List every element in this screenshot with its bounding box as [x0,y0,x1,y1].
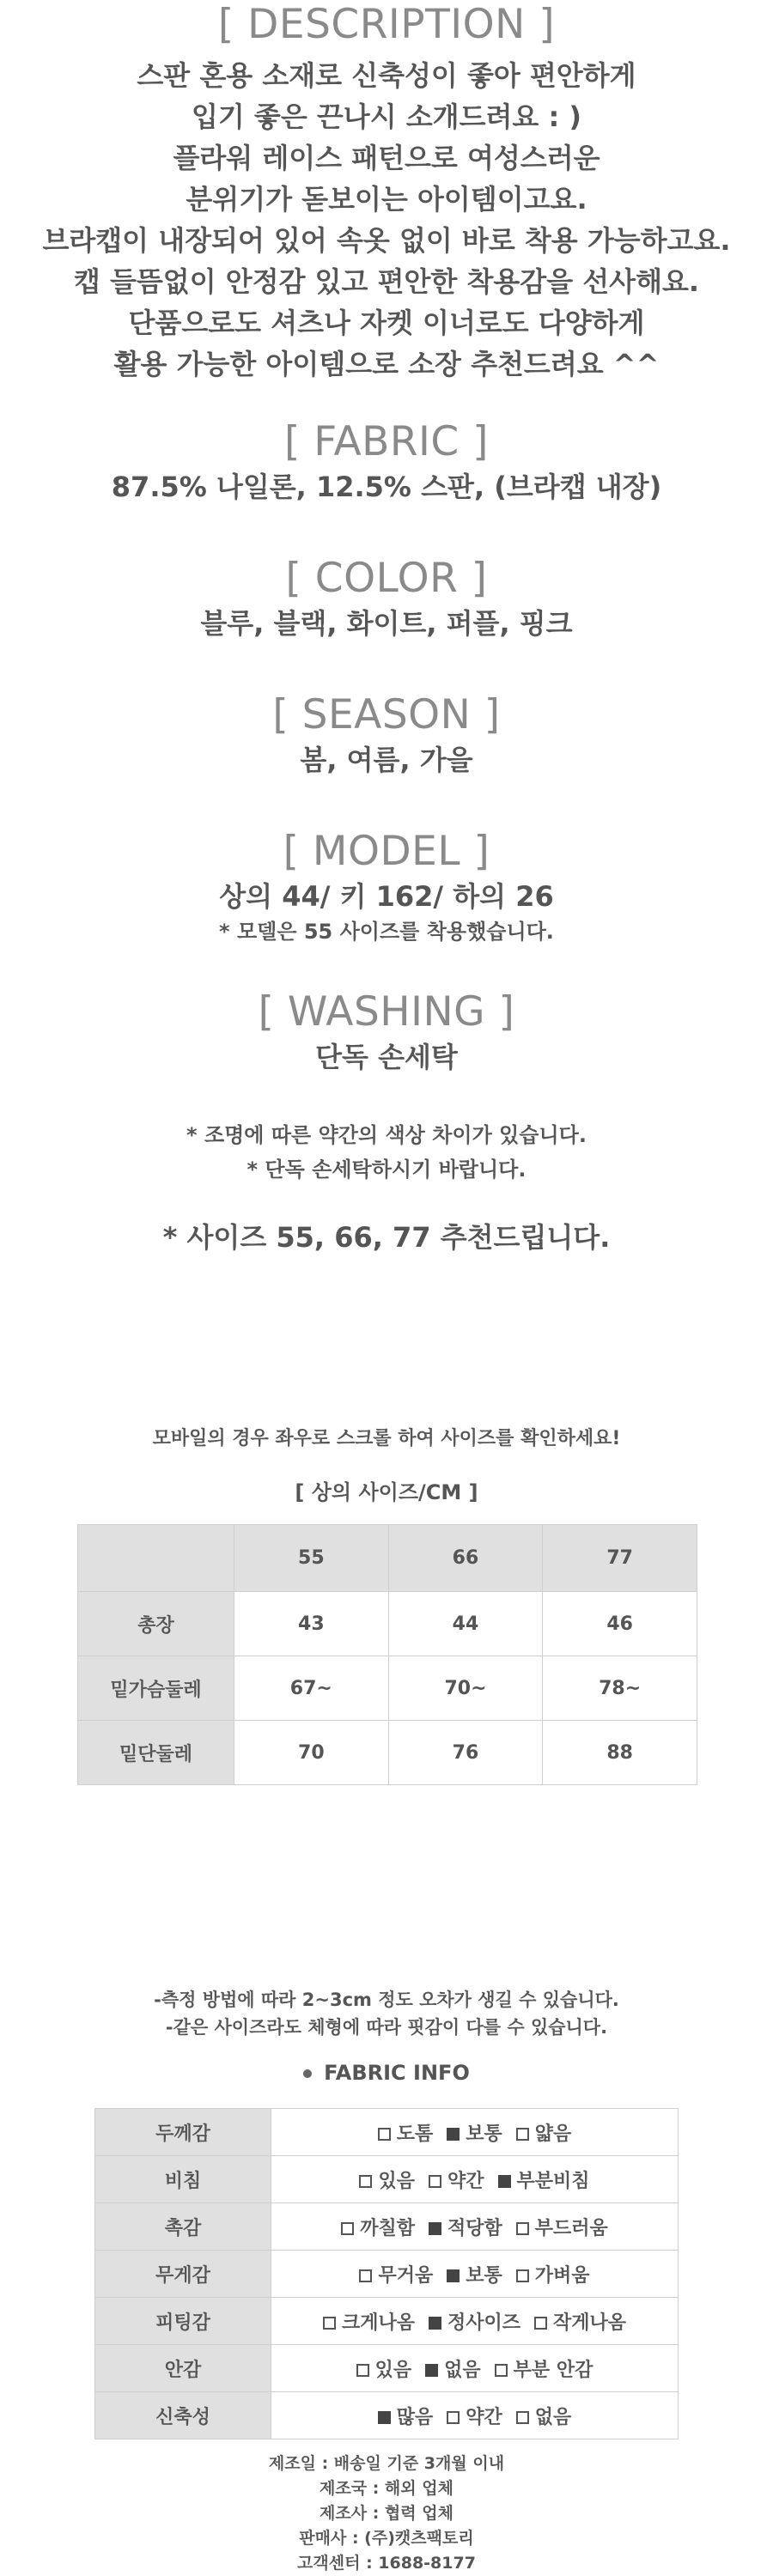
fabric-attr-label: 신축성 [95,2392,271,2439]
table-row [95,2156,679,2203]
fabric-option [425,2355,481,2382]
washing-value: 단독 손세탁 [315,1041,458,1073]
fabric-attr-options [271,2251,679,2298]
fabric-info-label: FABRIC INFO [324,2061,470,2085]
season-value: 봄, 여름, 가을 [300,744,473,776]
fabric-option [378,2119,434,2146]
fabric-option [359,2166,415,2193]
description-line: 스판 혼용 소재로 신축성이 좋아 편안하게 [137,59,636,92]
size-header-cell: 77 [543,1525,697,1592]
model-value: 상의 44/ 키 162/ 하의 26 [219,880,554,913]
fabric-attr-label: 무게감 [95,2251,271,2298]
washing-header: [ WASHING ] [258,988,515,1036]
fabric-option [495,2355,593,2382]
color-value: 블루, 블랙, 화이트, 퍼플, 핑크 [200,607,573,640]
row-label: 밑가슴둘레 [78,1656,234,1721]
fabric-option-label: 정사이즈 [447,2312,520,2334]
fabric-option-label: 부분 안감 [513,2359,593,2381]
description-line: 브라캡이 내장되어 있어 속옷 없이 바로 착용 가능하고요. [42,224,731,257]
care-notes [0,1118,773,1187]
size-table-header [78,1525,697,1592]
size-cell: 46 [543,1592,697,1656]
fabric-option [447,2261,502,2287]
color-section [0,554,773,643]
fabric-header: [ FABRIC ] [283,418,489,465]
fabric-option [498,2166,590,2193]
fabric-option-label: 도톰 [396,2123,434,2145]
fabric-option [429,2166,484,2193]
size-header-cell [78,1525,234,1592]
unchecked-box-icon [378,2128,391,2141]
fabric-option-label: 무거움 [378,2264,434,2287]
fabric-attr-label: 피팅감 [95,2298,271,2345]
unchecked-box-icon [323,2317,336,2330]
checked-box-icon [498,2175,511,2188]
table-row [78,1656,697,1721]
fabric-section [0,417,773,507]
fabric-option [447,2403,502,2429]
unchecked-box-icon [516,2128,529,2141]
footer-line: 제조일 : 배송일 기준 3개월 이내 [268,2454,505,2473]
fabric-attr-label: 안감 [95,2345,271,2392]
size-cell: 78~ [543,1656,697,1721]
fabric-option-label: 크게나옴 [341,2312,415,2334]
checked-box-icon [429,2317,441,2330]
table-row [78,1592,697,1656]
fabric-attr-options [271,2203,679,2251]
fabric-option-label: 약간 [466,2406,502,2428]
fabric-attr-options [271,2156,679,2203]
unchecked-box-icon [516,2269,529,2282]
fabric-attr-options [271,2345,679,2392]
fabric-option-label: 약간 [447,2170,484,2192]
model-section [0,827,773,947]
fabric-option [516,2119,572,2146]
unchecked-box-icon [359,2269,372,2282]
fabric-option [516,2214,608,2240]
fabric-option-label: 있음 [378,2170,415,2192]
measure-note: -같은 사이즈라도 체형에 따라 핏감이 다를 수 있습니다. [165,2017,608,2038]
unchecked-box-icon [429,2175,441,2188]
fabric-option-label: 없음 [444,2359,481,2381]
season-section [0,690,773,780]
table-row [95,2109,679,2156]
fabric-option-label: 적당함 [447,2217,502,2239]
size-cell: 70 [234,1721,389,1785]
fabric-option [356,2355,412,2382]
mobile-scroll-note: 모바일의 경우 좌우로 스크롤 하여 사이즈를 확인하세요! [152,1428,621,1449]
unchecked-box-icon [534,2317,547,2330]
unchecked-box-icon [516,2222,529,2235]
unchecked-box-icon [495,2364,508,2377]
footer-line: 판매사 : (주)캣츠팩토리 [299,2529,474,2548]
size-cell: 67~ [234,1656,389,1721]
fabric-attr-label: 두께감 [95,2109,271,2156]
unchecked-box-icon [359,2175,372,2188]
description-line: 단품으로도 셔츠나 자켓 이너로도 다양하게 [128,307,645,339]
fabric-option [534,2308,626,2335]
fabric-option [447,2119,502,2146]
bullet-icon [303,2069,312,2078]
fabric-option-label: 부분비침 [516,2170,590,2192]
footer-line: 제조사 : 협력 업체 [320,2504,453,2523]
fabric-option [323,2308,415,2335]
fabric-option [516,2261,590,2287]
row-label: 밑단둘레 [78,1721,234,1785]
fabric-info-title [0,2061,773,2085]
fabric-option-label: 얇음 [534,2123,572,2145]
model-header: [ MODEL ] [283,828,490,875]
fabric-option-label: 있음 [374,2359,412,2381]
measure-notes [0,1986,773,2041]
unchecked-box-icon [341,2222,354,2235]
fabric-attr-options [271,2109,679,2156]
description-section [0,0,773,385]
model-note: * 모델은 55 사이즈를 착용했습니다. [219,920,554,944]
fabric-attr-options [271,2392,679,2439]
size-header-cell: 66 [388,1525,543,1592]
fabric-option [516,2403,572,2429]
fabric-info-table [94,2108,679,2439]
unchecked-box-icon [356,2364,369,2377]
description-line: 분위기가 돋보이는 아이템이고요. [186,183,587,216]
description-header: [ DESCRIPTION ] [217,1,556,48]
size-header-cell: 55 [234,1525,389,1592]
fabric-option-label: 까칠함 [360,2217,415,2239]
fabric-attr-label: 비침 [95,2156,271,2203]
table-row [95,2392,679,2439]
footer-line: 제조국 : 해외 업체 [320,2479,453,2498]
size-cell: 44 [388,1592,543,1656]
fabric-option [429,2308,520,2335]
checked-box-icon [447,2128,460,2141]
fabric-option-label: 부드러움 [534,2217,608,2239]
table-row [95,2251,679,2298]
fabric-option-label: 보통 [466,2123,502,2145]
checked-box-icon [447,2269,460,2282]
product-info-footer [0,2451,773,2576]
fabric-option-label: 보통 [466,2264,502,2287]
checked-box-icon [425,2364,438,2377]
footer-line: 고객센터 : 1688-8177 [297,2554,476,2573]
size-cell: 70~ [388,1656,543,1721]
fabric-value: 87.5% 나일론, 12.5% 스판, (브라캡 내장) [111,471,662,503]
washing-section [0,987,773,1077]
color-header: [ COLOR ] [285,555,488,602]
size-cell: 43 [234,1592,389,1656]
size-cell: 88 [543,1721,697,1785]
description-text [0,55,773,385]
fabric-option [429,2214,502,2240]
fabric-option [359,2261,433,2287]
fabric-option-label: 가벼움 [534,2264,590,2287]
description-line: 활용 가능한 아이템으로 소장 추천드려요 ^^ [113,348,660,380]
fabric-option-label: 많음 [396,2406,434,2428]
fabric-option-label: 작게나옴 [553,2312,627,2334]
description-line: 플라워 레이스 패턴으로 여성스러운 [173,142,600,174]
size-table-title: [ 상의 사이즈/CM ] [295,1480,478,1504]
measure-note: -측정 방법에 따라 2~3cm 정도 오차가 생길 수 있습니다. [154,1990,619,2010]
size-recommend: * 사이즈 55, 66, 77 추천드립니다. [162,1221,611,1254]
fabric-option [341,2214,415,2240]
table-row [78,1721,697,1785]
fabric-option-label: 없음 [534,2406,572,2428]
size-table [77,1524,697,1785]
fabric-option [378,2403,434,2429]
season-header: [ SEASON ] [272,691,501,738]
row-label: 총장 [78,1592,234,1656]
checked-box-icon [429,2222,441,2235]
description-line: 입기 좋은 끈나시 소개드려요 : ) [191,100,582,133]
unchecked-box-icon [516,2411,529,2424]
care-note: * 단독 손세탁하시기 바랍니다. [247,1157,526,1182]
size-cell: 76 [388,1721,543,1785]
description-line: 캡 들뜸없이 안정감 있고 편안한 착용감을 선사해요. [73,265,700,298]
fabric-attr-label: 촉감 [95,2203,271,2251]
table-row [95,2203,679,2251]
table-row [95,2298,679,2345]
table-row [95,2345,679,2392]
checked-box-icon [378,2411,391,2424]
fabric-attr-options [271,2298,679,2345]
care-note: * 조명에 따른 약간의 색상 차이가 있습니다. [186,1123,587,1147]
unchecked-box-icon [447,2411,460,2424]
